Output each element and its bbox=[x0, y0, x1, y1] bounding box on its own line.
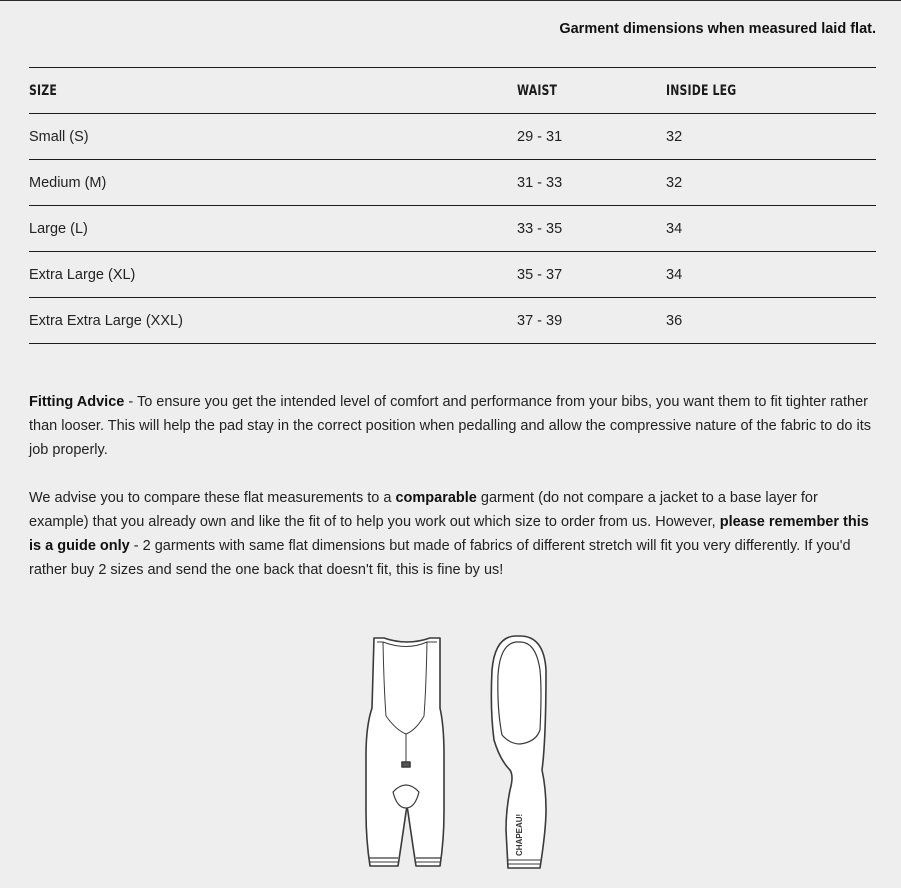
inside-leg-cell: 34 bbox=[666, 206, 876, 252]
size-cell: Medium (M) bbox=[29, 160, 517, 206]
size-cell: Small (S) bbox=[29, 114, 517, 160]
waist-cell: 29 - 31 bbox=[517, 114, 666, 160]
table-row bbox=[29, 298, 876, 344]
header-inside-leg: INSIDE LEG bbox=[666, 68, 876, 114]
bib-shorts-illustration bbox=[360, 630, 555, 875]
comparison-text: garment (do not compare a jacket to a base layer for example) that you already own and like the fit of to help you work out which size to order from us. However, bbox=[29, 490, 818, 530]
table-row bbox=[29, 252, 876, 298]
inside-leg-cell: 36 bbox=[666, 298, 876, 344]
comparison-text: We advise you to compare these flat measurements to a bbox=[29, 490, 396, 506]
fitting-advice-title: Fitting Advice bbox=[29, 394, 125, 410]
header-size: SIZE bbox=[29, 68, 517, 114]
size-cell: Extra Extra Large (XXL) bbox=[29, 298, 517, 344]
measurement-caption: Garment dimensions when measured laid flat. bbox=[559, 21, 876, 37]
waist-cell: 33 - 35 bbox=[517, 206, 666, 252]
inside-leg-cell: 32 bbox=[666, 114, 876, 160]
inside-leg-cell: 34 bbox=[666, 252, 876, 298]
table-header-row bbox=[29, 68, 876, 114]
guide-only-emphasis: please remember this is a guide only bbox=[29, 514, 869, 554]
size-cell: Large (L) bbox=[29, 206, 517, 252]
waist-cell: 31 - 33 bbox=[517, 160, 666, 206]
comparison-advice-paragraph bbox=[29, 486, 879, 582]
comparison-text: - 2 garments with same flat dimensions but made of fabrics of different stretch will fit you very differently. If you'd rather buy 2 sizes and send the one back that doesn't fit, this is fine by us! bbox=[29, 538, 851, 578]
waist-cell: 35 - 37 bbox=[517, 252, 666, 298]
table-row bbox=[29, 160, 876, 206]
fitting-advice-paragraph bbox=[29, 390, 879, 462]
size-chart-table bbox=[29, 67, 876, 344]
table-row bbox=[29, 114, 876, 160]
size-cell: Extra Large (XL) bbox=[29, 252, 517, 298]
comparison-emphasis: comparable bbox=[395, 490, 477, 506]
header-waist: WAIST bbox=[517, 68, 666, 114]
table-row bbox=[29, 206, 876, 252]
inside-leg-cell: 32 bbox=[666, 160, 876, 206]
chapeau-brand-mark: CHAPEAU! bbox=[515, 813, 524, 856]
fitting-advice-text: - To ensure you get the intended level of comfort and performance from your bibs, you want them to fit tighter rather than looser. This will help the pad stay in the correct position when pedalling and allow the compressive nature of the fabric to do its job properly. bbox=[29, 394, 872, 458]
top-divider bbox=[0, 0, 901, 1]
waist-cell: 37 - 39 bbox=[517, 298, 666, 344]
